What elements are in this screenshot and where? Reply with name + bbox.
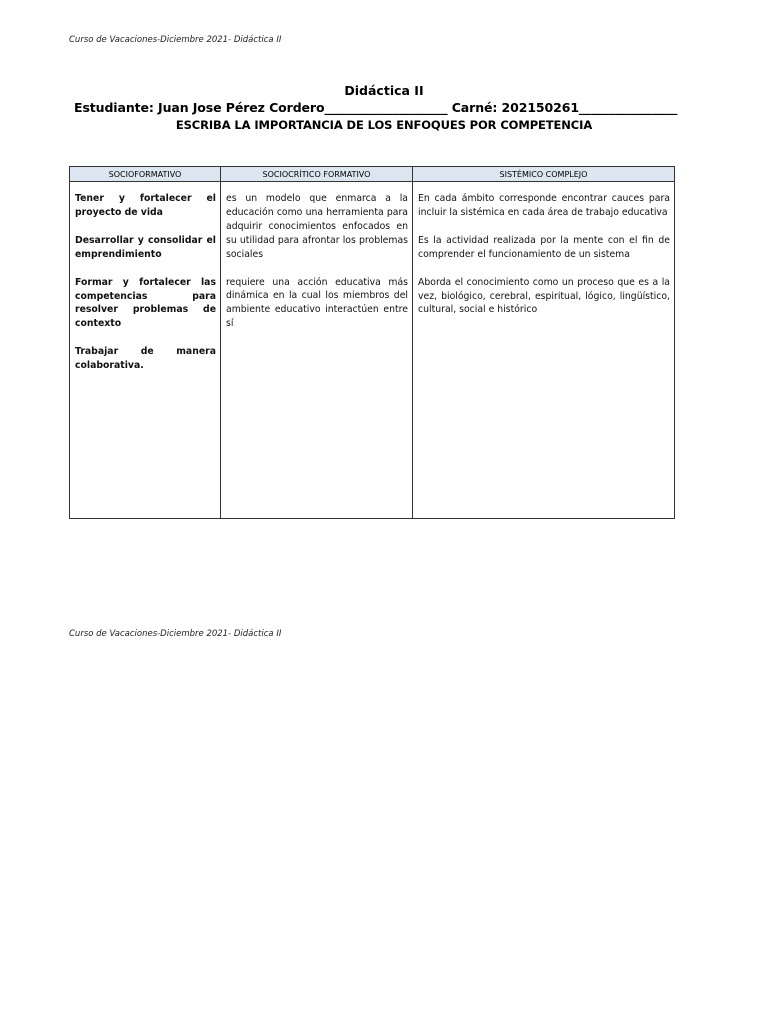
- list-item: Desarrollar y consolidar el emprendimiento: [75, 234, 216, 260]
- list-item: Trabajar de manera colaborativa.: [75, 346, 216, 372]
- list-item: Formar y fortalecer las competencias para resolver problemas de contexto: [75, 276, 216, 330]
- list-item: requiere una acción educativa más dinámica en la cual los miembros del ambiente educativo interactúen entre sí: [226, 276, 408, 330]
- cell-socioformativo: [70, 182, 221, 519]
- column-header-sistemico: SISTÉMICO COMPLEJO: [413, 167, 675, 182]
- assignment-instruction: ESCRIBA LA IMPORTANCIA DE LOS ENFOQUES POR COMPETENCIA: [175, 118, 593, 132]
- table-header-row: [70, 167, 675, 182]
- list-item: Es la actividad realizada por la mente con el fin de comprender el funcionamiento de un sistema: [418, 234, 670, 260]
- list-item: En cada ámbito corresponde encontrar cauces para incluir la sistémica en cada área de trabajo educativa: [418, 193, 670, 218]
- table-row: [70, 182, 675, 519]
- list-item: es un modelo que enmarca a la educación como una herramienta para adquirir conocimientos enfocados en su utilidad para afrontar los problemas sociales: [226, 193, 408, 260]
- student-info-line: Estudiante: Juan Jose Pérez Cordero____________________ Carné: 202150261________________: [74, 100, 678, 115]
- column-header-socioformativo: SOCIOFORMATIVO: [70, 167, 221, 182]
- document-title: Didáctica II: [344, 83, 424, 98]
- cell-sociocritico: [221, 182, 413, 519]
- page-footer-note: Curso de Vacaciones-Diciembre 2021- Didáctica II: [69, 629, 282, 639]
- page-header-note: Curso de Vacaciones-Diciembre 2021- Didáctica II: [69, 35, 282, 45]
- cell-sistemico: [413, 182, 675, 519]
- list-item: Aborda el conocimiento como un proceso que es a la vez, biológico, cerebral, espiritual, lógico, lingüístico, cultural, social e histórico: [418, 276, 670, 316]
- competency-approaches-table: [69, 166, 675, 519]
- column-header-sociocritico: SOCIOCRÍTICO FORMATIVO: [221, 167, 413, 182]
- list-item: Tener y fortalecer el proyecto de vida: [75, 193, 216, 218]
